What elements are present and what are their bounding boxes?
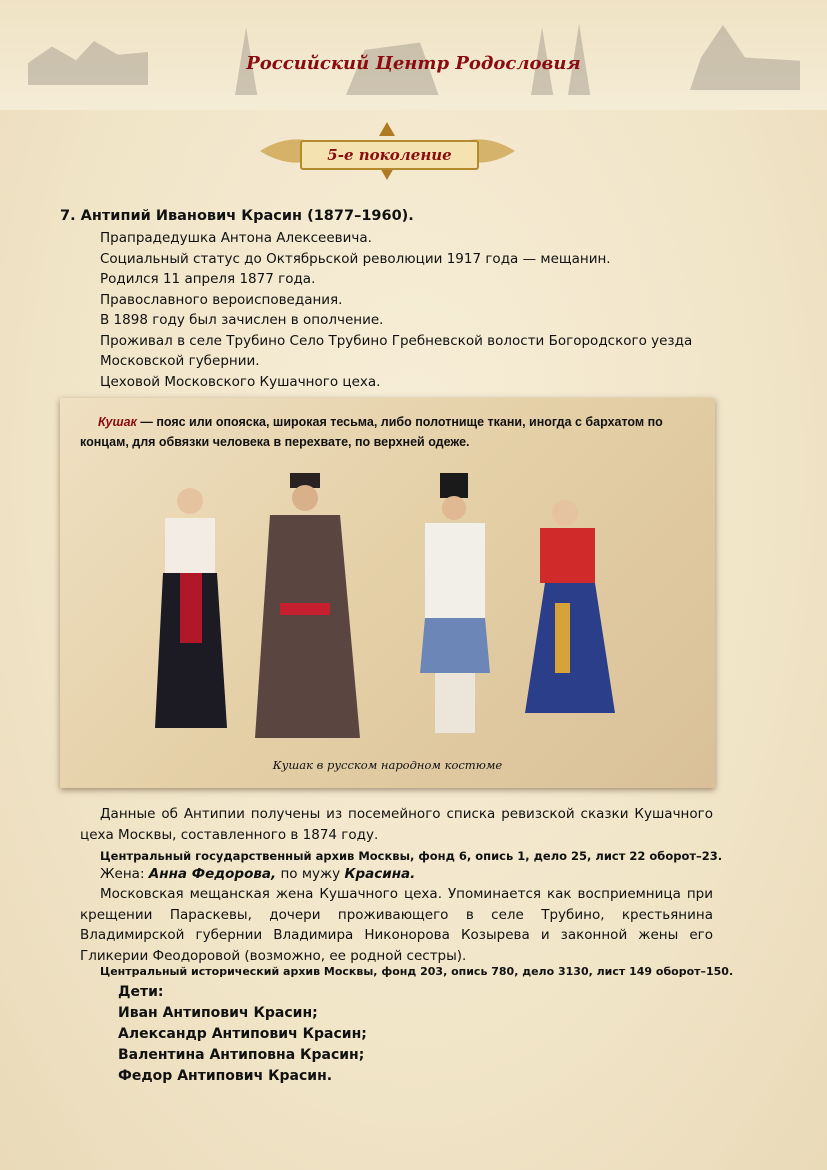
wife-label: Жена: xyxy=(100,866,149,882)
children-list xyxy=(118,982,367,1087)
definition-note xyxy=(80,412,700,452)
wife-name: Анна Федорова, xyxy=(148,866,277,882)
child-item: Александр Антипович Красин; xyxy=(118,1026,367,1042)
detail-line: Проживал в селе Трубино Село Трубино Гребневской волости Богородского уезда xyxy=(100,332,693,349)
woman-figure-right xyxy=(525,500,615,713)
person-details xyxy=(100,228,692,392)
detail-line: Социальный статус до Октябрьской революции 1917 года — мещанин. xyxy=(100,250,611,267)
man-figure-white-shirt xyxy=(420,473,490,733)
definition-term: Кушак xyxy=(98,415,137,429)
folk-costume-illustration xyxy=(155,473,635,758)
header-banner xyxy=(0,0,827,110)
child-item: Федор Антипович Красин. xyxy=(118,1068,333,1084)
children-label: Дети: xyxy=(118,984,164,1000)
archive-reference-1: Центральный государственный архив Москвы, фонд 6, опись 1, дело 25, лист 22 оборот–23. xyxy=(100,849,723,863)
info-box xyxy=(60,398,715,788)
definition-text: — пояс или опояска, широкая тесьма, либо полотнище ткани, иногда с бархатом по концам, для обвязки человека в перехвате, по верхней одеже. xyxy=(80,415,663,449)
child-item: Иван Антипович Красин; xyxy=(118,1005,318,1021)
wife-surname: Красина. xyxy=(344,866,416,882)
generation-label: 5-е поколение xyxy=(300,140,479,170)
image-caption: Кушак в русском народном костюме xyxy=(272,758,503,772)
man-figure-brown-coat xyxy=(255,473,360,738)
wife-mid: по мужу xyxy=(276,866,345,882)
detail-line: Московской губернии. xyxy=(100,353,260,369)
archive-reference-2: Центральный исторический архив Москвы, фонд 203, опись 780, дело 3130, лист 149 оборот–150. xyxy=(100,965,734,978)
paragraph-wife-info: Московская мещанская жена Кушачного цеха. Упоминается как восприемница при крещении Параскевы, дочери проживающего в селе Трубино, крестьянина Владимирской губернии Владимира Никонорова Козырева и законной жены его Гликерии Феодоровой (возможно, ее родной сестры). xyxy=(80,886,713,964)
person-heading: 7. Антипий Иванович Красин (1877–1960). xyxy=(60,208,414,224)
woman-figure-left xyxy=(155,488,227,728)
child-item: Валентина Антиповна Красин; xyxy=(118,1047,365,1063)
site-title: Российский Центр Родословия xyxy=(246,53,581,74)
detail-line: Православного вероисповедания. xyxy=(100,291,343,308)
paragraph-source-data: Данные об Антипии получены из посемейного списка ревизской сказки Кушачного цеха Москвы, составленного в 1874 году. xyxy=(80,806,713,843)
detail-line: Родился 11 апреля 1877 года. xyxy=(100,271,316,287)
wife-line xyxy=(100,864,415,885)
detail-line: Прапрадедушка Антона Алексеевича. xyxy=(100,230,372,246)
detail-line: Цеховой Московского Кушачного цеха. xyxy=(100,373,381,390)
detail-line: В 1898 году был зачислен в ополчение. xyxy=(100,312,384,328)
